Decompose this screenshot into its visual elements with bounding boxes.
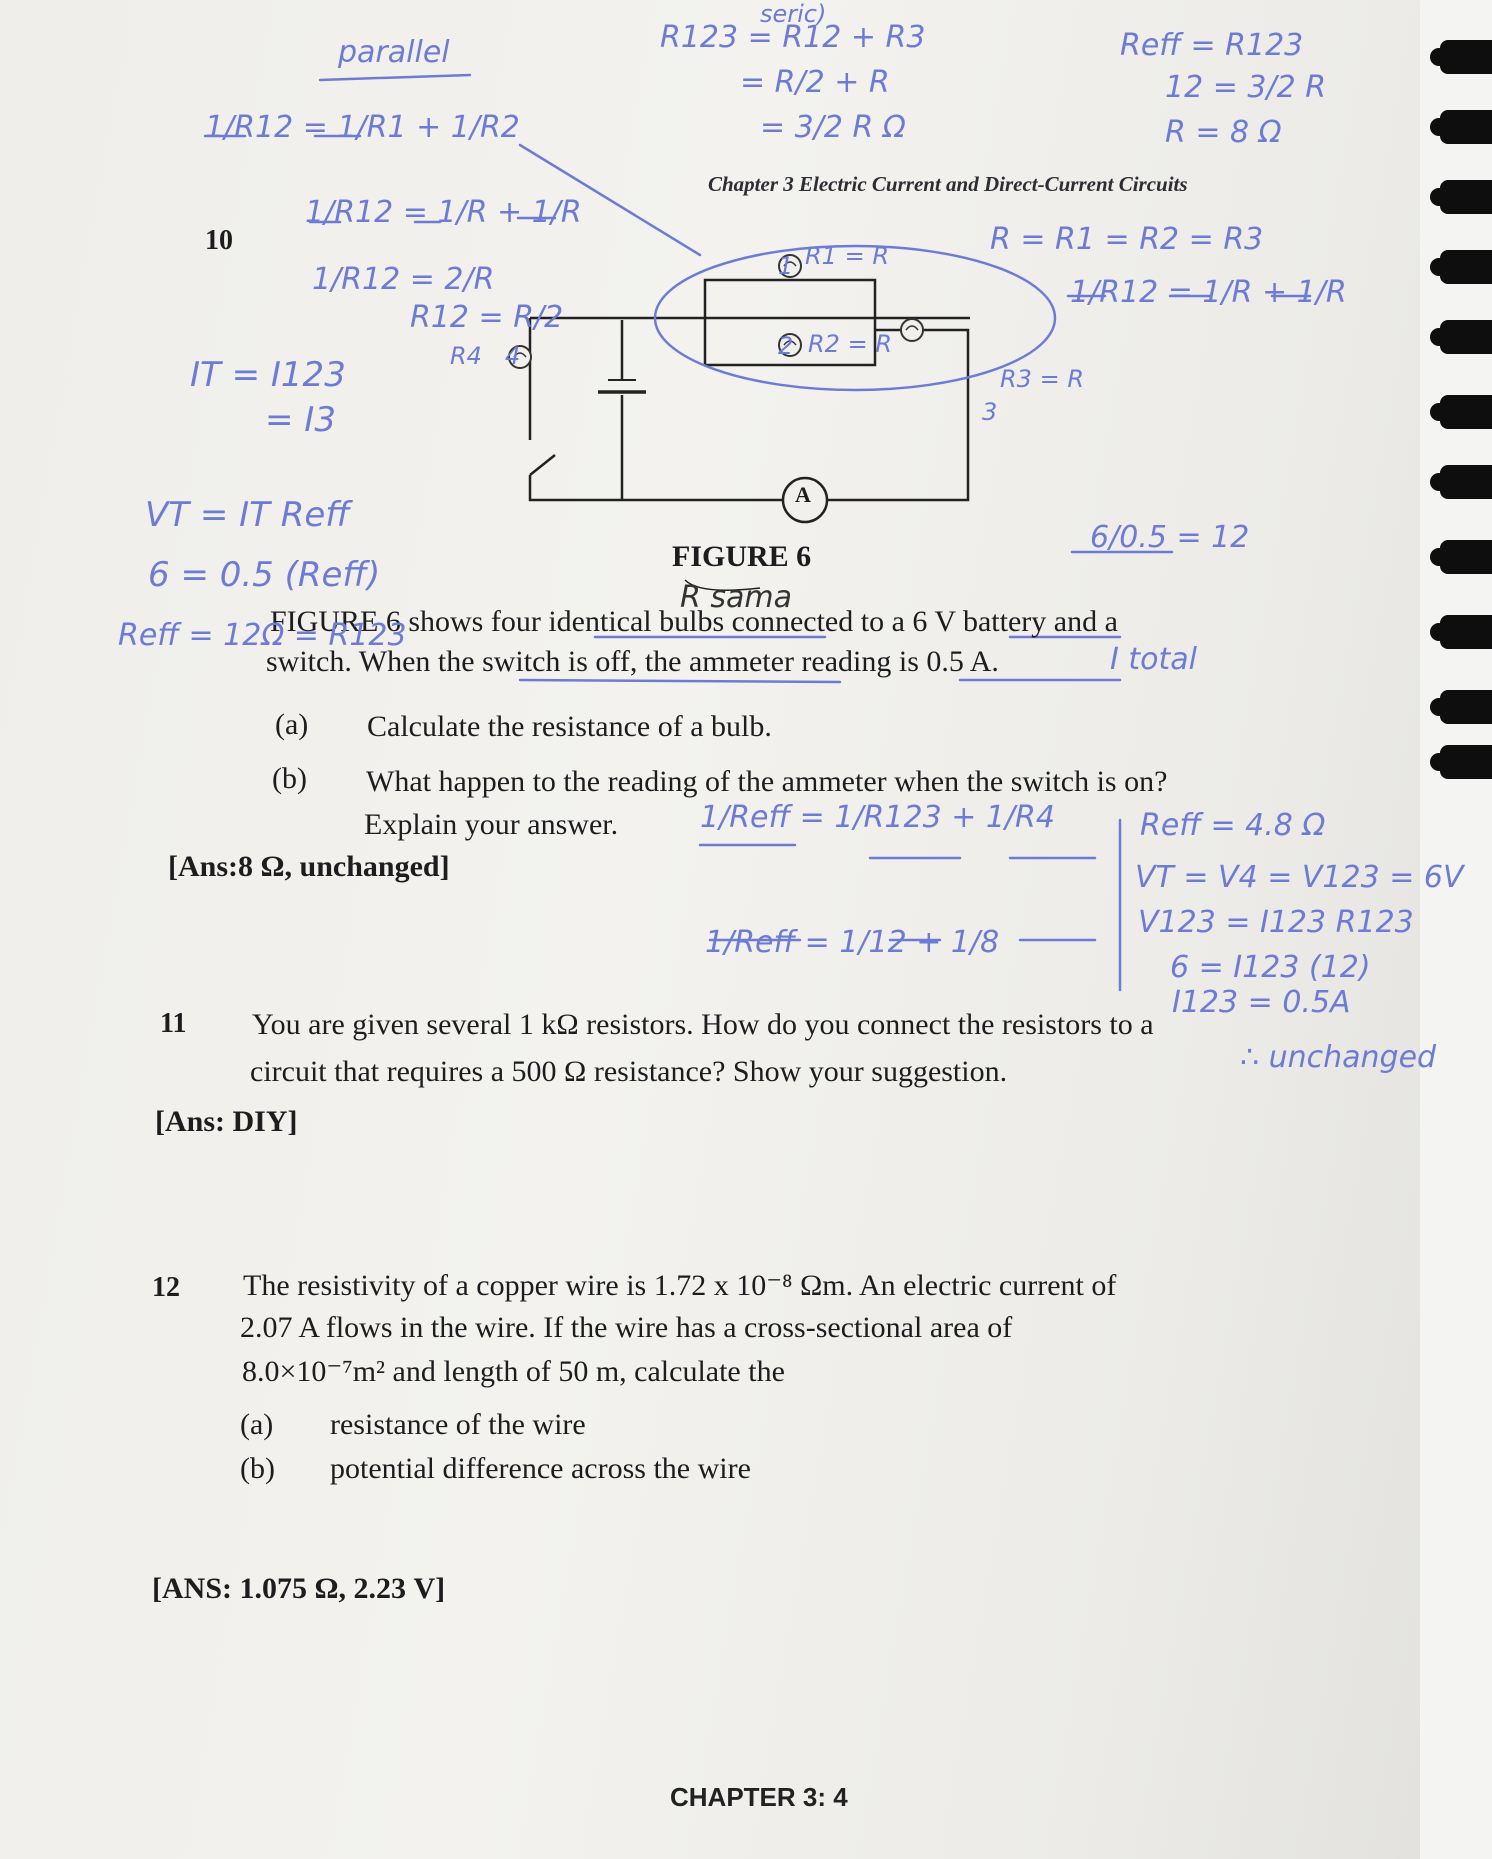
binding-ring	[1440, 465, 1492, 499]
handwriting-itotal: IT = I123	[190, 355, 346, 395]
handwriting-r8: R = 8 Ω	[1165, 115, 1282, 150]
question-10-text-line1: FIGURE 6 shows four identical bulbs connected to a 6 V battery and a	[270, 605, 1118, 638]
handwriting-r-equal: R = R1 = R2 = R3	[990, 222, 1264, 257]
binding-ring	[1440, 250, 1492, 284]
handwriting-r-sama: R sama	[680, 580, 793, 615]
handwriting-i3: = I3	[265, 400, 336, 440]
binding-ring	[1440, 110, 1492, 144]
handwriting-6-05: 6 = 0.5 (Reff)	[148, 555, 381, 595]
question-10-answer: [Ans:8 Ω, unchanged]	[168, 850, 450, 883]
handwriting-1r12-b: 1/R12 = 1/R + 1/R	[305, 195, 582, 230]
handwriting-reff12: Reff = 12Ω = R123	[118, 618, 407, 653]
handwriting-label-r2: R2 = R	[808, 330, 892, 358]
ammeter-label: A	[795, 482, 811, 507]
question-11-text-line2: circuit that requires a 500 Ω resistance? Show your suggestion.	[250, 1055, 1008, 1088]
question-12-text-line3: 8.0×10⁻⁷m² and length of 50 m, calculate the	[242, 1355, 785, 1388]
handwriting-label-r1: R1 = R	[805, 242, 889, 270]
handwriting-i-total: I total	[1110, 642, 1197, 677]
figure-caption: FIGURE 6	[672, 540, 812, 573]
handwriting-reff-48: Reff = 4.8 Ω	[1140, 808, 1326, 843]
handwriting-r12: R12 = R/2	[410, 300, 564, 335]
handwriting-r123: R123 = R12 + R3	[660, 20, 926, 55]
question-12-text-line2: 2.07 A flows in the wire. If the wire has a cross-sectional area of	[240, 1311, 1013, 1344]
question-10-part-b-2: Explain your answer.	[364, 808, 619, 841]
question-10-part-a: Calculate the resistance of a bulb.	[367, 710, 772, 743]
chapter-header: Chapter 3 Electric Current and Direct-Current Circuits	[708, 172, 1188, 196]
handwriting-k2r: = R/2 + R	[740, 65, 890, 100]
binding-ring	[1440, 745, 1492, 779]
binding-ring	[1440, 540, 1492, 574]
handwriting-reff-r123: Reff = R123	[1120, 28, 1304, 63]
binding-rings	[1420, 0, 1492, 1859]
question-10-part-b-label: (b)	[272, 762, 307, 795]
question-10-number: 10	[205, 225, 233, 256]
question-10-part-a-label: (a)	[275, 708, 309, 741]
handwriting-vt: VT = IT Reff	[145, 495, 350, 535]
handwriting-circle-4: 4	[505, 342, 521, 370]
question-12-part-a-label: (a)	[240, 1408, 274, 1441]
handwriting-6-i123: 6 = I123 (12)	[1170, 950, 1371, 985]
question-10-text-line2: switch. When the switch is off, the ammeter reading is 0.5 A.	[266, 645, 999, 678]
handwriting-unchanged: ∴ unchanged	[1240, 1040, 1437, 1075]
question-12-part-a: resistance of the wire	[330, 1408, 586, 1441]
handwriting-1reff-b: 1/Reff = 1/12 + 1/8	[705, 925, 1000, 960]
handwriting-32r: = 3/2 R Ω	[760, 110, 906, 145]
question-12-answer: [ANS: 1.075 Ω, 2.23 V]	[152, 1572, 446, 1605]
binding-ring	[1440, 180, 1492, 214]
handwriting-1r12-c: 1/R12 = 2/R	[312, 262, 495, 297]
question-10-part-b: What happen to the reading of the ammeter when the switch is on?	[366, 765, 1168, 798]
handwriting-6-05-12: 6/0.5 = 12	[1090, 520, 1250, 555]
binding-ring	[1440, 40, 1492, 74]
handwriting-circle-2: 2	[778, 332, 794, 360]
handwriting-i123: I123 = 0.5A	[1172, 985, 1351, 1020]
handwriting-circle-1: 1	[778, 252, 794, 280]
bulb-3-icon	[901, 319, 923, 341]
binding-ring	[1440, 320, 1492, 354]
handwriting-circle-3: 3	[982, 398, 998, 426]
page-footer: CHAPTER 3: 4	[670, 1782, 848, 1812]
handwriting-12-32: 12 = 3/2 R	[1165, 70, 1327, 105]
question-12-text-line1: The resistivity of a copper wire is 1.72 x 10⁻⁸ Ωm. An electric current of	[243, 1269, 1117, 1302]
binding-ring	[1440, 615, 1492, 649]
handwriting-top-scribble: seric)	[760, 0, 827, 28]
question-12-number: 12	[152, 1272, 180, 1303]
handwriting-v123: V123 = I123 R123	[1138, 905, 1414, 940]
question-12-part-b: potential difference across the wire	[330, 1452, 751, 1485]
question-11-number: 11	[160, 1008, 187, 1039]
question-11-answer: [Ans: DIY]	[155, 1105, 298, 1138]
binding-ring	[1440, 395, 1492, 429]
question-11-text-line1: You are given several 1 kΩ resistors. How do you connect the resistors to a	[252, 1008, 1154, 1041]
handwriting-vt-v4: VT = V4 = V123 = 6V	[1135, 860, 1464, 895]
handwriting-label-r3: R3 = R	[1000, 365, 1084, 393]
handwriting-label-r4: R4	[450, 342, 482, 370]
handwriting-1reff-a: 1/Reff = 1/R123 + 1/R4	[700, 800, 1055, 835]
binding-ring	[1440, 690, 1492, 724]
handwriting-1r12-right: 1/R12 = 1/R + 1/R	[1070, 275, 1347, 310]
handwriting-parallel: parallel	[338, 35, 450, 70]
handwriting-1r12-a: 1/R12 = 1/R1 + 1/R2	[205, 110, 520, 145]
question-12-part-b-label: (b)	[240, 1452, 275, 1485]
